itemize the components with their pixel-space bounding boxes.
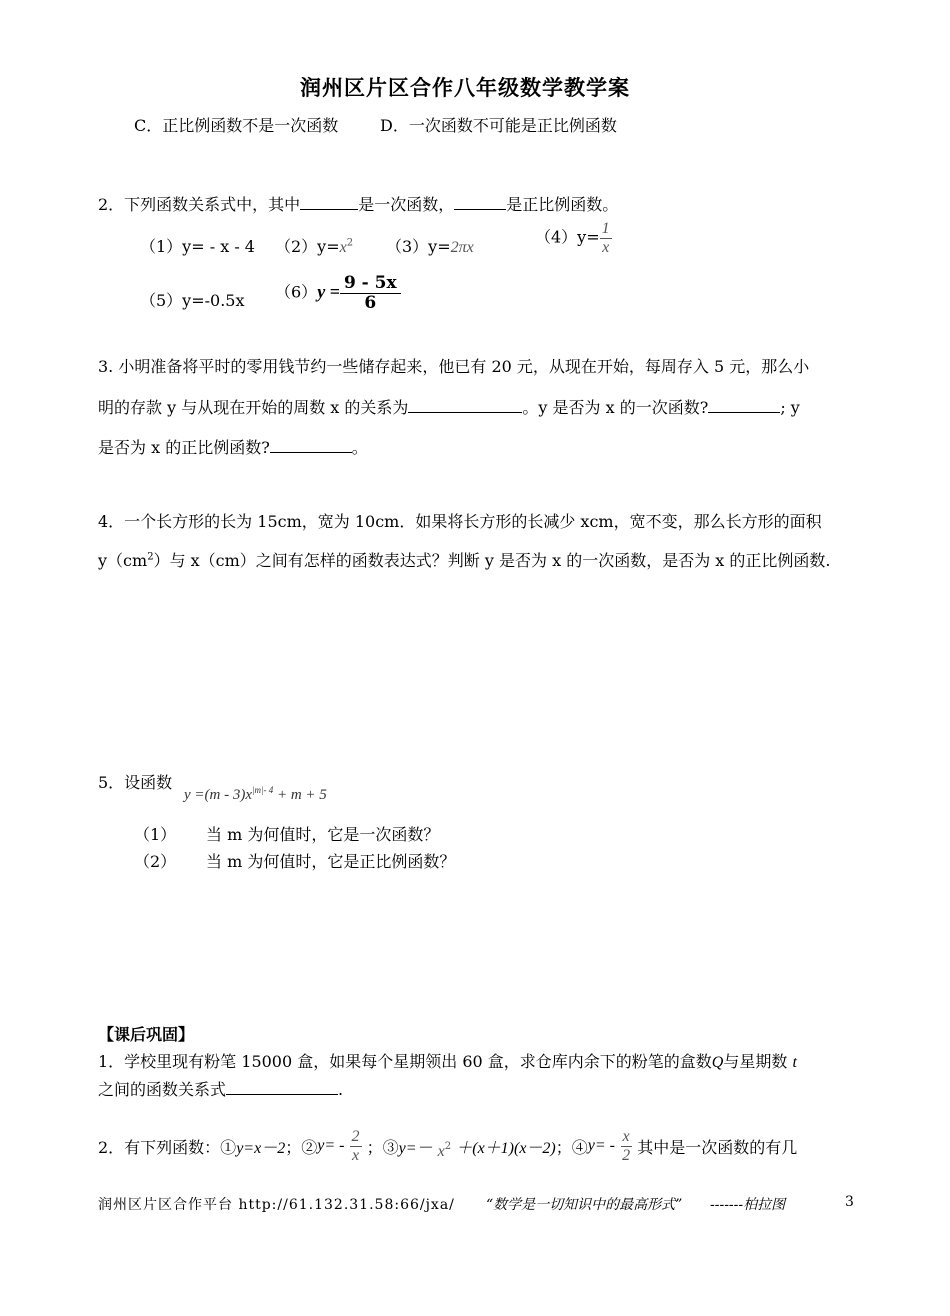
q5-sub-1-text: 当 m 为何值时，它是一次函数？: [206, 825, 440, 844]
q4-line-2-b: ）与 x（cm）之间有怎样的函数表达式？判断 y 是否为 x 的一次函数，是否为 x 的正比例函数.: [153, 551, 831, 570]
q2-option-4: [535, 220, 612, 256]
q2-option-6-lhs: y =: [317, 281, 340, 302]
footer-author: -------柏拉图: [710, 1197, 786, 1213]
fraction-numerator: x: [622, 1128, 630, 1145]
fraction-numerator: 1: [601, 220, 610, 237]
q2-stem-a: 2．下列函数关系式中，其中: [98, 195, 301, 214]
q2-option-2: [275, 234, 353, 257]
hw1-var-t: t: [792, 1054, 797, 1071]
answer-blank[interactable]: [270, 438, 352, 453]
q2-option-2-exp: 2: [346, 237, 354, 249]
hw2-f3-x: x: [437, 1143, 445, 1161]
hw2-b: ；②: [285, 1137, 318, 1157]
q3-line-3: [98, 435, 368, 458]
fraction-denominator: 2: [622, 1146, 631, 1164]
section-heading: 【课后巩固】: [98, 1025, 195, 1044]
q3-line-2: [98, 395, 800, 418]
footer-left: 润州区片区合作平台 http://61.132.31.58:66/jxa/: [98, 1197, 455, 1213]
q2-option-6-label: （6）: [275, 282, 318, 302]
q5-sub-1-number: （1）: [134, 825, 177, 844]
hw2-a: 2．有下列函数：①: [98, 1137, 237, 1157]
q4-line-2-sup: 2: [147, 551, 154, 563]
hw2-f4-lhs: y= -: [587, 1137, 616, 1155]
fraction-numerator: 9 - 5x: [340, 274, 401, 294]
q2-option-3-label: （3）y=: [386, 237, 451, 256]
fraction-numerator: 2: [351, 1128, 360, 1145]
q3-line-3-b: 。: [351, 438, 368, 457]
q2-option-4-label: （4）y=: [535, 227, 600, 247]
hw2-f3-b: ＋(x＋1)(x－2): [456, 1139, 556, 1157]
footer-quote: “数学是一切知识中的最高形式”: [486, 1197, 683, 1213]
q2-option-4-fraction: [600, 220, 612, 256]
q5-formula-a: y =(m - 3)x: [184, 787, 253, 803]
q4-line-2-a: y（cm: [98, 551, 148, 570]
q3-line-2-c: ; y: [780, 398, 800, 417]
hw1-line-2-a: 之间的函数关系式: [98, 1080, 227, 1099]
q3-line-3-a: 是否为 x 的正比例函数?: [98, 438, 270, 457]
q2-option-3-expr: 2πx: [450, 239, 474, 256]
q5-formula-exp: |m|- 4: [252, 785, 274, 795]
q5-sub-2-number: （2）: [134, 852, 177, 871]
q2-stem-c: 是正比例函数。: [506, 195, 619, 214]
q2-option-2-expr: x: [339, 239, 347, 256]
q2-option-2-label: （2）y=: [275, 237, 340, 256]
hw2-c: ；③: [366, 1137, 399, 1157]
q5-stem: 5．设函数: [98, 773, 173, 792]
q3-line-2-b: 。y 是否为 x 的一次函数?: [522, 398, 709, 417]
hw1-line-2: [98, 1077, 343, 1100]
q2-option-1: （1）y= - x - 4: [140, 237, 255, 256]
page-number: 3: [845, 1194, 854, 1210]
hw2-f2-fraction: [350, 1128, 362, 1164]
hw2-f3-a: y=－: [398, 1139, 433, 1157]
answer-blank[interactable]: [408, 398, 522, 413]
q5-formula: [184, 785, 327, 804]
answer-blank[interactable]: [226, 1080, 338, 1095]
q4-line-2: [98, 548, 831, 571]
q5-sub-2-text: 当 m 为何值时，它是正比例函数？: [206, 852, 456, 871]
hw2-d: ；④: [555, 1137, 588, 1157]
hw2-f2-lhs: y= -: [317, 1137, 345, 1155]
hw1-var-q: Q: [711, 1054, 724, 1071]
q4-line-1: 4．一个长方形的长为 15cm，宽为 10cm．如果将长方形的长减少 xcm，宽不变，那么长方形的面积: [98, 512, 822, 531]
hw2-line: [98, 1128, 797, 1164]
hw2-f3-exp: 2: [444, 1140, 452, 1152]
hw1-line-1: [98, 1049, 797, 1072]
q2-option-6-fraction: [340, 274, 401, 312]
hw2-e: 其中是一次函数的有几: [637, 1137, 798, 1157]
q2-option-5: （5）y=-0.5x: [140, 291, 245, 310]
q1-option-d: D．一次函数不可能是正比例函数: [380, 116, 617, 135]
fraction-denominator: x: [602, 238, 610, 256]
hw1-line-2-b: .: [338, 1080, 344, 1099]
q1-option-c: C．正比例函数不是一次函数: [134, 116, 339, 135]
hw1-line-1-a: 1．学校里现有粉笔 15000 盒，如果每个星期领出 60 盒，求仓库内余下的粉笔的盒数: [98, 1052, 712, 1071]
hw2-f4-fraction: [620, 1128, 632, 1164]
q3-line-1: 3. 小明准备将平时的零用钱节约一些储存起来，他已有 20 元，从现在开始，每周存入 5 元，那么小: [98, 357, 810, 376]
answer-blank[interactable]: [454, 195, 506, 210]
q2-option-6: [275, 274, 401, 312]
fraction-denominator: 6: [364, 292, 377, 313]
page-title: 润州区片区合作八年级数学教学案: [300, 75, 630, 100]
q5-formula-b: + m + 5: [276, 787, 327, 803]
answer-blank[interactable]: [300, 195, 358, 210]
fraction-denominator: x: [351, 1146, 360, 1164]
q3-line-2-a: 明的存款 y 与从现在开始的周数 x 的关系为: [98, 398, 409, 417]
q2-option-3: [386, 234, 474, 257]
q2-stem-b: 是一次函数，: [358, 195, 455, 214]
hw1-line-1-b: 与星期数: [723, 1052, 788, 1071]
q2-stem: [98, 192, 618, 215]
hw2-f1: y=x－2: [236, 1139, 286, 1157]
answer-blank[interactable]: [708, 398, 780, 413]
